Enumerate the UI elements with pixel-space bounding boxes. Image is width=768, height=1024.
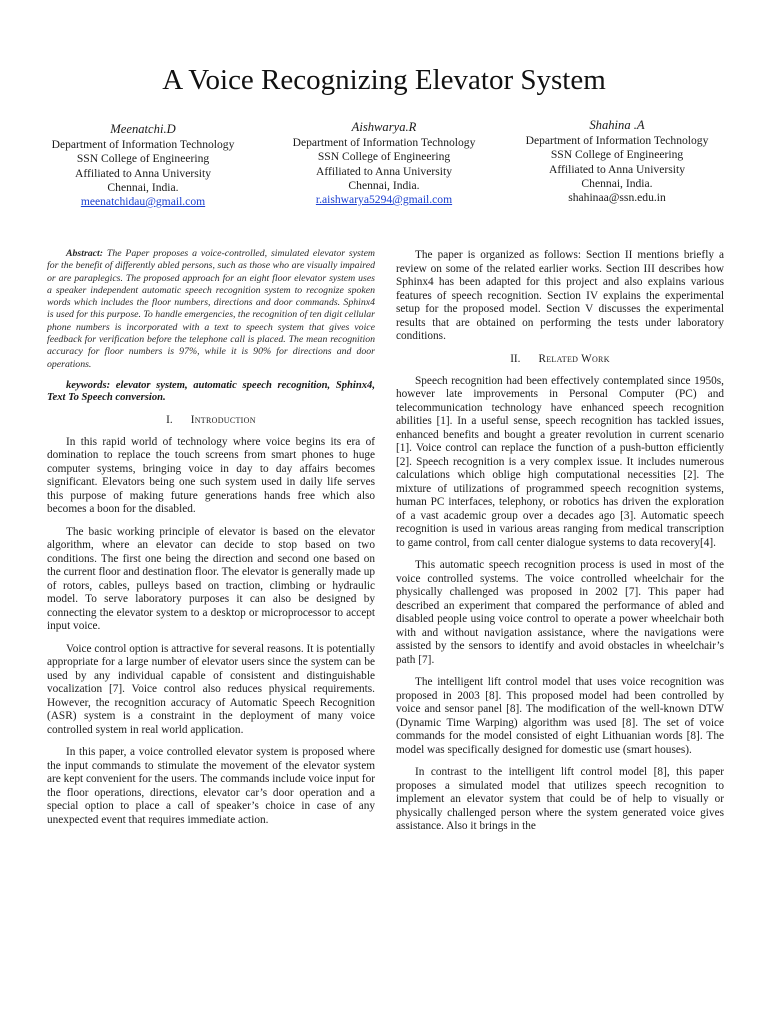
author-department: Department of Information Technology xyxy=(51,138,235,152)
author-name: Meenatchi.D xyxy=(110,122,176,136)
author-email-link[interactable]: meenatchidau@gmail.com xyxy=(80,195,206,209)
paragraph: This automatic speech recognition process is used in most of the voice controlled systems. The voice controlled wheelchair for the physically challenged was proposed in 2002 [7]. This paper had described an experiment that compared the performance of abled and disabled people using voice control to operate a power wheelchair both with and without navigation assistance, where the navigations were assisted by the sensors to identify and avoid obstacles in wheelchair’s path [7]. xyxy=(396,559,724,666)
author-location: Chennai, India. xyxy=(581,176,653,190)
author-department: Department of Information Technology xyxy=(525,134,709,148)
author-name: Aishwarya.R xyxy=(351,120,417,134)
paragraph: Speech recognition had been effectively contemplated since 1950s, however late improvements in Personal Computer (PC) and telecommunication technology have enhanced speech recognition abilities [1]. In a useful sense, speech recognition has tackled issues, enhanced benefits and bought a greater revolution in current scenario [1]. Voice control can replace the function of a push-button efficiently [2]. Speech recognition is a very complex issue. It includes numerous calculations which oblige high computational necessities [2]. The mixture of utilizations of programmed speech recognition systems, human PC interfaces, telephony, or robotics has driven the exploration of a vast academic group over a decades ago [3]. Automatic speech recognition is used in various areas ranging from medical transcription to game control, from call center dialogue systems to data recovery[4]. xyxy=(396,374,724,549)
author-college: SSN College of Engineering xyxy=(550,148,684,162)
paragraph: In this rapid world of technology where voice begins its era of domination to replace the touch screens from smart phones to huge computer systems, bringing voice in day to day affairs becomes significant. Elevators being one such system used in daily life serves this purpose of making future generations hands free which also becomes a boon for the disabled. xyxy=(47,435,375,516)
author-department: Department of Information Technology xyxy=(292,136,476,150)
paragraph: In contrast to the intelligent lift control model [8], this paper proposes a simulated model that utilizes speech recognition to implement an elevator system that could be of help to visually or physically challenged person where the system generated voice gives assistance. Also it brings in the xyxy=(396,766,724,832)
paragraph: Voice control option is attractive for several reasons. It is potentially appropriate for a large number of elevator users since the system can be used by any individual capable of consistent and distinguishable vocalization [7]. Voice control also reduces physical requirements. However, the recognition accuracy of Automatic Speech Recognition (ASR) system is a constraint in the deployment of many voice controlled system in real world application. xyxy=(47,642,375,736)
author-block-1 xyxy=(43,122,243,209)
author-college: SSN College of Engineering xyxy=(76,152,210,166)
abstract-label: Abstract: xyxy=(66,248,104,259)
paragraph: The basic working principle of elevator is based on the elevator algorithm, where an elevator can decide to stop based on two conditions. The first one being the direction and second one based on the current floor and destination floor. The elevator is generally made up of rotors, cables, pulleys based on traction, climbing or hydraulic model. To serve laboratory purposes it can also be designed by connecting the elevator system to a desktop or microprocessor to accept input voice. xyxy=(47,525,375,633)
right-column xyxy=(396,249,724,843)
author-block-2 xyxy=(284,120,484,207)
paragraph: The intelligent lift control model that uses voice recognition was proposed in 2003 [8]. This proposed model had been controlled by voice and sensor panel [8]. The modification of the well-known DTW (Dynamic Time Warping) algorithm was used [8]. The set of voice commands for the model consisted of eight Lithuanian words [8]. The model was specifically designed for domestic use (smart houses). xyxy=(396,676,724,756)
left-column xyxy=(47,248,375,836)
author-affiliation: Affiliated to Anna University xyxy=(75,166,211,180)
author-email-link[interactable]: r.aishwarya5294@gmail.com xyxy=(315,193,453,207)
section-number: I. xyxy=(166,413,173,426)
paragraph: The paper is organized as follows: Section II mentions briefly a review on some of the related earlier works. Section III describes how Sphinx4 has been adapted for this project and also explains various features of speech recognition. Section IV explains the experimental setup for the proposed model. Section V discusses the experimental results that are obtained on performing the tests under laboratory conditions. xyxy=(396,249,724,342)
author-affiliation: Affiliated to Anna University xyxy=(549,162,685,176)
section-heading-related-work xyxy=(396,353,724,366)
author-college: SSN College of Engineering xyxy=(317,150,451,164)
paragraph: In this paper, a voice controlled elevator system is proposed where the input commands to stimulate the movement of the elevator system are kept convenient for the users. The commands include voice input for the floor operations, directions, elevator car’s door operation and a special option to place a call of speaker’s choice in case of any unexpected event that requires immediate action. xyxy=(47,746,375,826)
section-title: Introduction xyxy=(190,413,256,426)
author-affiliation: Affiliated to Anna University xyxy=(316,164,452,178)
section-number: II. xyxy=(510,352,521,365)
abstract xyxy=(47,248,375,371)
author-location: Chennai, India. xyxy=(107,180,179,194)
author-name: Shahina .A xyxy=(589,118,645,132)
abstract-text: The Paper proposes a voice-controlled, simulated elevator system for the benefit of differently abled persons, such as those who are visually impaired or are paraplegics. The proposed approach for an eight floor elevator system uses a speaker independent automatic speech recognition system to recognize spoken words which includes the floor numbers, directions and door commands. Sphinx4 is used for this purpose. To handle emergencies, the recognition of ten digit cellular phone numbers is incorporated with a text to speech system that gives voice feedback for verification before the telephone call is placed. The mean recognition accuracy for floor numbers is 97%, while it is 90% for directions and door operations. xyxy=(47,248,375,370)
paper-title: A Voice Recognizing Elevator System xyxy=(162,64,606,96)
author-location: Chennai, India. xyxy=(348,178,420,192)
keywords: keywords: elevator system, automatic speech recognition, Sphinx4, Text To Speech conversion. xyxy=(47,379,375,404)
section-heading-introduction xyxy=(47,414,375,427)
author-email: shahinaa@ssn.edu.in xyxy=(568,191,666,205)
author-block-3 xyxy=(517,118,717,205)
section-title: Related Work xyxy=(538,352,610,365)
